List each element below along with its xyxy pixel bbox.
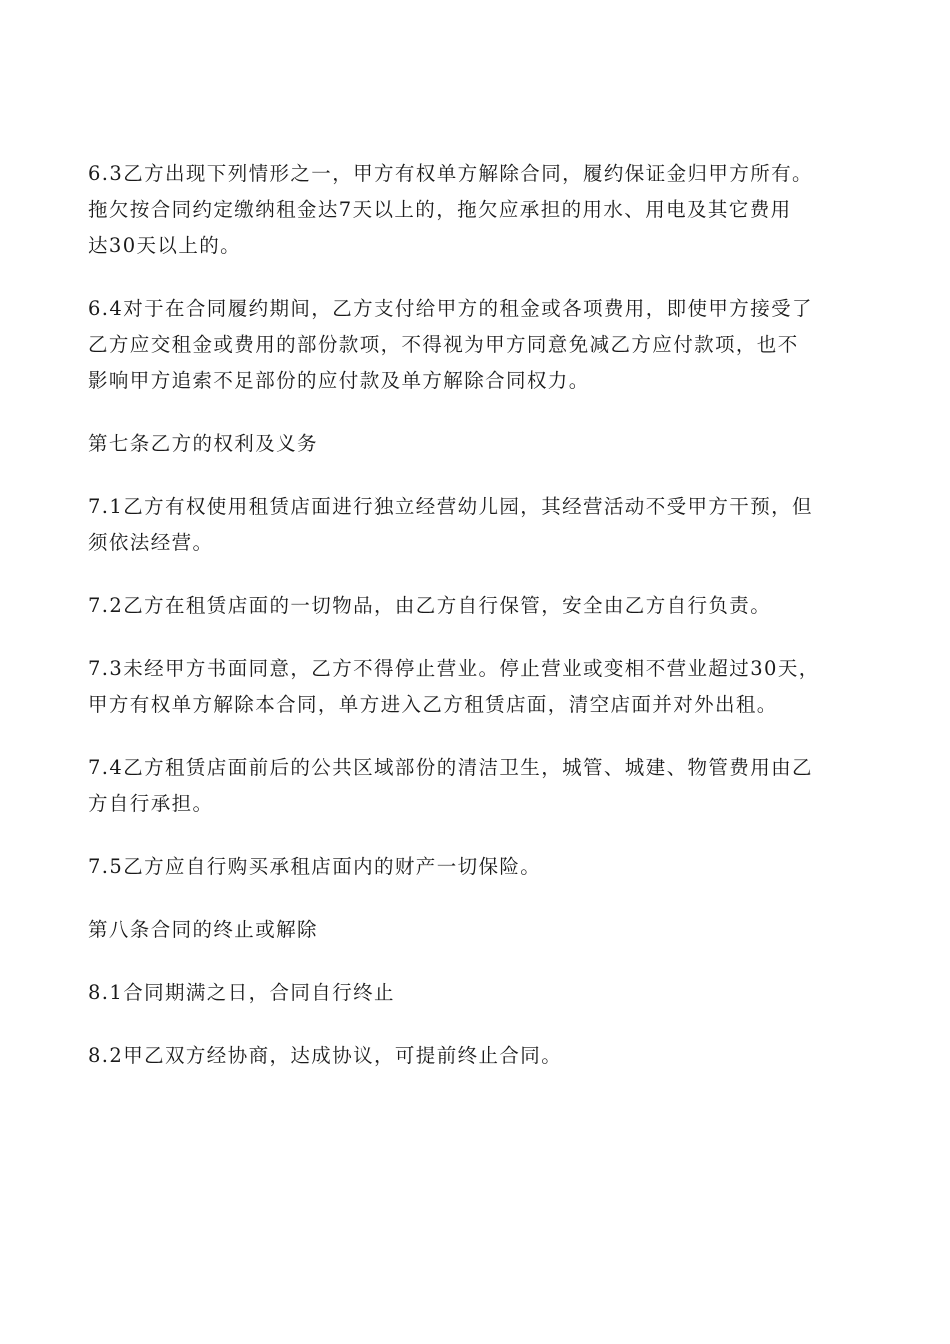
text-line: 7.2乙方在租赁店面的一切物品，由乙方自行保管，安全由乙方自行负责。: [88, 594, 772, 617]
clause-7-5: [88, 849, 878, 885]
text-line: 拖欠按合同约定缴纳租金达7天以上的，拖欠应承担的用水、用电及其它费用: [88, 198, 792, 221]
clause-7-2: [88, 588, 878, 624]
text-line: 7.4乙方租赁店面前后的公共区域部份的清洁卫生，城管、城建、物管费用由乙: [88, 756, 813, 779]
text-line: 8.2甲乙双方经协商，达成协议，可提前终止合同。: [88, 1044, 563, 1067]
text-line: 7.1乙方有权使用租赁店面进行独立经营幼儿园，其经营活动不受甲方干预，但: [88, 495, 813, 518]
article-7-heading: 第七条乙方的权利及义务: [88, 432, 318, 455]
text-line: 7.3未经甲方书面同意，乙方不得停止营业。停止营业或变相不营业超过30天，: [88, 657, 820, 680]
clause-6-3: [88, 156, 878, 264]
text-line: 6.3乙方出现下列情形之一，甲方有权单方解除合同，履约保证金归甲方所有。: [88, 162, 813, 185]
clause-8-2: [88, 1038, 878, 1074]
article-8-heading: 第八条合同的终止或解除: [88, 918, 318, 941]
document-body: [88, 156, 878, 1101]
text-line: 8.1合同期满之日，合同自行终止: [88, 981, 395, 1004]
text-line: 达30天以上的。: [88, 234, 242, 257]
text-line: 乙方应交租金或费用的部份款项，不得视为甲方同意免减乙方应付款项，也不: [88, 333, 799, 356]
text-line: 方自行承担。: [88, 792, 214, 815]
clause-7-1: [88, 489, 878, 561]
clause-6-4: [88, 291, 878, 399]
clause-7-4: [88, 750, 878, 822]
clause-8-1: [88, 975, 878, 1011]
text-line: 7.5乙方应自行购买承租店面内的财产一切保险。: [88, 855, 542, 878]
text-line: 6.4对于在合同履约期间，乙方支付给甲方的租金或各项费用，即使甲方接受了: [88, 297, 813, 320]
clause-7-3: [88, 651, 878, 723]
text-line: 甲方有权单方解除本合同，单方进入乙方租赁店面，清空店面并对外出租。: [88, 693, 778, 716]
text-line: 影响甲方追索不足部份的应付款及单方解除合同权力。: [88, 369, 590, 392]
text-line: 须依法经营。: [88, 531, 214, 554]
